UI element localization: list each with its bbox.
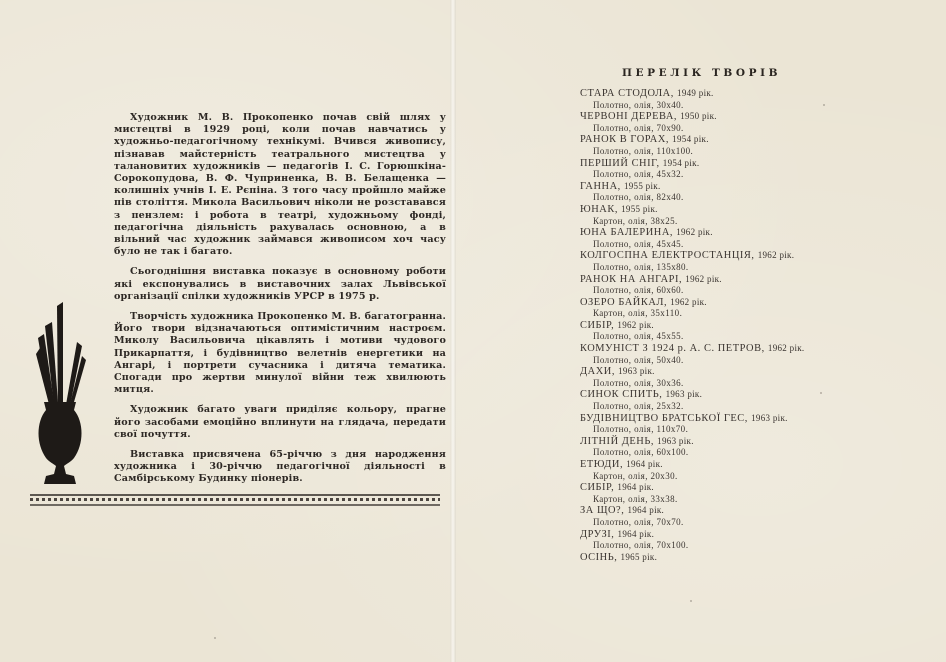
work-medium: Полотно, олія, 30x40. xyxy=(593,99,684,110)
work-title: КОМУНІСТ З 1924 р. А. С. ПЕТРОВ, 1962 рік. xyxy=(580,343,805,355)
page-fold xyxy=(450,0,456,662)
work-name: РАНОК В ГОРАХ xyxy=(580,134,666,146)
work-medium: Картон, олія, 38x25. xyxy=(593,215,678,226)
work-medium: Полотно, олія, 45x55. xyxy=(593,331,684,342)
artist-biography xyxy=(114,112,446,494)
work-title: ДАХИ, 1963 рік. xyxy=(580,366,655,378)
work-title: РАНОК В ГОРАХ, 1954 рік. xyxy=(580,134,709,146)
work-year: 1950 рік. xyxy=(680,111,717,122)
work-medium: Картон, олія, 35x110. xyxy=(593,308,683,319)
bio-paragraph: Художник М. В. Прокопенко почав свій шлях у мистецтві в 1929 році, коли почав навчатись у художньо-педагогічному технікумі. Вчився живопису, пізнавав майстерність театрального мистецтва у талановитих художників — педагогів І. С. Горюшкіна-Сорокопудова, В. Ф. Чуприненка, В. В. Белащенка — колишніх учнів І. Е. Рєпіна. З того часу пройшло майже пів століття. Микола Васильович ніколи не розставався з пензлем: і робота в театрі, художньому фонді, педагогічна діяльність рахувалась основною, а в вільний час художник займався живописом хоч часу було не так і багато. xyxy=(114,112,446,258)
work-name: ЧЕРВОНІ ДЕРЕВА xyxy=(580,111,674,123)
dotted-rule xyxy=(30,494,440,506)
work-year: 1964 рік. xyxy=(626,459,663,469)
work-item xyxy=(580,297,880,320)
work-name: РАНОК НА АНГАРІ xyxy=(580,273,679,285)
work-item xyxy=(580,459,880,482)
rule-line-top xyxy=(30,494,440,496)
work-medium: Полотно, олія, 70x70. xyxy=(593,516,684,527)
work-item xyxy=(580,552,880,564)
paper-speck xyxy=(690,600,692,602)
work-name: СИБІР xyxy=(580,482,612,494)
work-title: СИБІР, 1962 рік. xyxy=(580,319,654,331)
work-year: 1962 рік. xyxy=(670,296,707,307)
work-medium: Полотно, олія, 110x70. xyxy=(593,424,689,435)
work-title: ОЗЕРО БАЙКАЛ, 1962 рік. xyxy=(580,296,707,308)
work-title: СИНОК СПИТЬ, 1963 рік. xyxy=(580,389,703,401)
work-year: 1962 рік. xyxy=(617,319,654,330)
work-year: 1965 рік. xyxy=(620,551,658,562)
work-title: БУДІВНИЦТВО БРАТСЬКОЇ ГЕС, 1963 рік. xyxy=(580,412,788,424)
work-medium: Картон, олія, 20x30. xyxy=(593,470,678,481)
work-name: КОМУНІСТ З 1924 р. А. С. ПЕТРОВ xyxy=(580,343,762,355)
work-medium: Полотно, олія, 30x36. xyxy=(593,377,684,388)
work-title: ЮНА БАЛЕРИНА, 1962 рік. xyxy=(580,227,713,239)
work-name: ЛІТНІЙ ДЕНЬ xyxy=(580,435,651,447)
work-title: ЕТЮДИ, 1964 рік. xyxy=(580,459,663,470)
work-year: 1962 рік. xyxy=(685,273,722,284)
work-medium: Полотно, олія, 110x100. xyxy=(593,145,694,156)
work-name: ЕТЮДИ xyxy=(580,459,620,470)
work-item xyxy=(580,88,880,111)
bio-paragraph: Сьогоднішня виставка показує в основному роботи які експонувались в виставочних залах Львівської організації спілки художників УРСР в 1975 р. xyxy=(114,266,446,302)
paper-speck xyxy=(214,637,216,639)
work-year: 1964 рік. xyxy=(617,528,655,539)
work-name: ГАННА xyxy=(580,180,618,192)
work-year: 1964 рік. xyxy=(627,505,665,516)
work-year: 1964 рік. xyxy=(617,482,654,493)
work-title: КОЛГОСПНА ЕЛЕКТРОСТАНЦІЯ, 1962 рік. xyxy=(580,250,795,262)
bio-paragraph: Виставка присвячена 65-річчю з дня народження художника і 30-річчю педагогічної діяльності в Самбірському Будинку піонерів. xyxy=(114,449,446,485)
works-list xyxy=(580,88,880,563)
work-year: 1963 рік. xyxy=(751,412,788,423)
work-item xyxy=(580,134,880,157)
work-name: СИНОК СПИТЬ xyxy=(580,389,660,401)
work-medium: Полотно, олія, 70x100. xyxy=(593,540,689,551)
work-year: 1954 рік. xyxy=(672,134,709,145)
work-name: СТАРА СТОДОЛА xyxy=(580,88,671,99)
work-item xyxy=(580,320,880,343)
rule-line-bottom xyxy=(30,504,440,506)
rule-dots xyxy=(30,498,440,501)
work-item xyxy=(580,343,880,366)
work-title: ЧЕРВОНІ ДЕРЕВА, 1950 рік. xyxy=(580,111,717,123)
work-item xyxy=(580,250,880,273)
work-title: ПЕРШИЙ СНІГ, 1954 рік. xyxy=(580,157,700,169)
work-title: ДРУЗІ, 1964 рік. xyxy=(580,528,655,540)
bio-paragraph: Творчість художника Прокопенко М. В. багатогранна. Його твори відзначаються оптимістичним настроєм. Миколу Васильовича цікавлять і мотиви чудового Прикарпаття, і будівництво велетнів енергетики на Ангарі, і портрети сучасника і дитяча тематика. Спогади про жертви минулої війни теж хвилюють митця. xyxy=(114,311,446,396)
work-item xyxy=(580,274,880,297)
work-title: ЛІТНІЙ ДЕНЬ, 1963 рік. xyxy=(580,435,694,447)
brush-icon xyxy=(57,302,63,416)
paper-speck xyxy=(823,104,825,106)
work-medium: Полотно, олія, 135x80. xyxy=(593,261,689,272)
work-title: СИБІР, 1964 рік. xyxy=(580,482,654,494)
vase-body xyxy=(39,402,82,484)
work-name: ПЕРШИЙ СНІГ xyxy=(580,157,657,169)
work-year: 1962 рік. xyxy=(767,343,805,354)
work-name: СИБІР xyxy=(580,319,612,331)
work-year: 1962 рік. xyxy=(676,227,713,238)
work-title: СТАРА СТОДОЛА, 1949 рік. xyxy=(580,88,714,99)
work-title: ОСІНЬ, 1965 рік. xyxy=(580,551,658,563)
work-item xyxy=(580,158,880,181)
work-medium: Полотно, олія, 45x32. xyxy=(593,169,684,180)
work-item xyxy=(580,482,880,505)
work-year: 1949 рік. xyxy=(677,88,714,98)
work-name: ДАХИ xyxy=(580,366,612,378)
work-medium: Полотно, олія, 60x60. xyxy=(593,285,684,296)
work-title: ГАННА, 1955 рік. xyxy=(580,180,661,192)
work-name: ОЗЕРО БАЙКАЛ xyxy=(580,296,664,308)
work-name: ЗА ЩО? xyxy=(580,505,622,517)
work-name: ЮНАК xyxy=(580,203,615,215)
work-title: РАНОК НА АНГАРІ, 1962 рік. xyxy=(580,273,722,285)
work-medium: Полотно, олія, 82x40. xyxy=(593,192,684,203)
work-item xyxy=(580,227,880,250)
work-item xyxy=(580,436,880,459)
work-year: 1963 рік. xyxy=(657,435,694,446)
work-name: КОЛГОСПНА ЕЛЕКТРОСТАНЦІЯ xyxy=(580,250,752,262)
work-item xyxy=(580,413,880,436)
work-medium: Картон, олія, 33x38. xyxy=(593,493,678,504)
work-medium: Полотно, олія, 50x40. xyxy=(593,354,684,365)
work-name: ЮНА БАЛЕРИНА xyxy=(580,227,670,239)
work-title: ЮНАК, 1955 рік. xyxy=(580,203,658,215)
work-name: БУДІВНИЦТВО БРАТСЬКОЇ ГЕС xyxy=(580,412,745,424)
work-item xyxy=(580,366,880,389)
work-item xyxy=(580,181,880,204)
works-list-title: ПЕРЕЛІК ТВОРІВ xyxy=(622,67,782,79)
work-year: 1954 рік. xyxy=(662,157,700,168)
work-title: ЗА ЩО?, 1964 рік. xyxy=(580,505,665,517)
work-year: 1963 рік. xyxy=(665,389,703,400)
work-item xyxy=(580,529,880,552)
work-year: 1955 рік. xyxy=(621,203,658,214)
vase-with-brushes-icon xyxy=(30,298,90,486)
work-year: 1963 рік. xyxy=(618,366,655,377)
work-medium: Полотно, олія, 70x90. xyxy=(593,122,684,133)
bio-paragraph: Художник багато уваги приділяє кольору, прагне його засобами емоційно вплинути на глядача, передати свої почуття. xyxy=(114,404,446,440)
paper-speck xyxy=(820,392,822,394)
work-medium: Полотно, олія, 60x100. xyxy=(593,447,689,458)
work-item xyxy=(580,204,880,227)
work-name: ДРУЗІ xyxy=(580,528,612,540)
work-medium: Полотно, олія, 25x32. xyxy=(593,401,684,412)
work-year: 1955 рік. xyxy=(623,180,661,191)
work-item xyxy=(580,111,880,134)
work-item xyxy=(580,505,880,528)
work-year: 1962 рік. xyxy=(757,250,795,261)
work-medium: Полотно, олія, 45x45. xyxy=(593,238,684,249)
work-item xyxy=(580,389,880,412)
work-name: ОСІНЬ xyxy=(580,551,615,563)
